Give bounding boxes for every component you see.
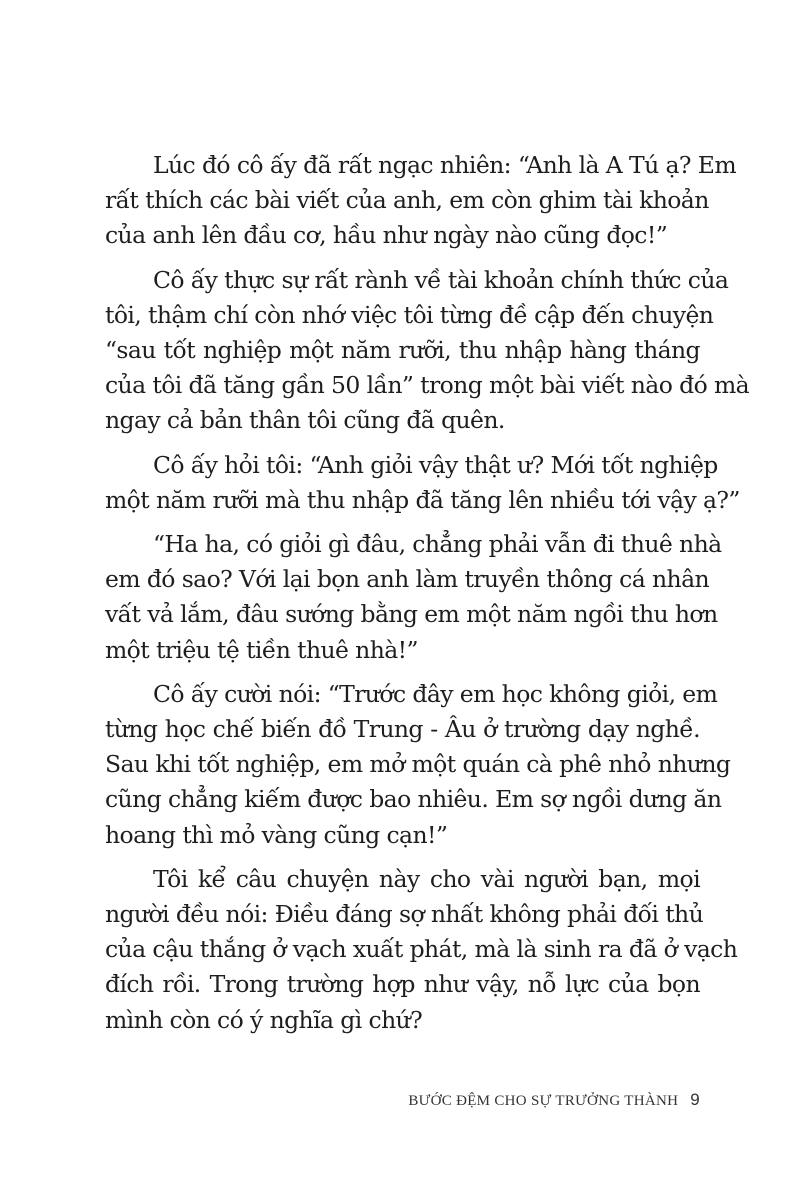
- text-line: Cô ấy thực sự rất rành về tài khoản chính thức của: [153, 265, 729, 294]
- text-line: hoang thì mỏ vàng cũng cạn!”: [105, 820, 448, 849]
- text-line: tôi, thậm chí còn nhớ việc tôi từng đề cập đến chuyện: [105, 300, 714, 329]
- text-line: một triệu tệ tiền thuê nhà!”: [105, 635, 418, 664]
- text-line: từng học chế biến đồ Trung - Âu ở trường dạy nghề.: [105, 715, 700, 744]
- text-line: “Ha ha, có giỏi gì đâu, chẳng phải vẫn đi thuê nhà: [153, 530, 722, 559]
- text-line: Sau khi tốt nghiệp, em mở một quán cà phê nhỏ nhưng: [105, 750, 731, 779]
- page-number: 9: [690, 1090, 700, 1109]
- text-line: vất vả lắm, đâu sướng bằng em một năm ngồi thu hơn: [105, 600, 718, 629]
- page-footer: [408, 1090, 700, 1110]
- text-line: người đều nói: Điều đáng sợ nhất không phải đối thủ: [105, 900, 704, 929]
- paragraph: [105, 148, 736, 254]
- running-title: BƯỚC ĐỆM CHO SỰ TRƯỞNG THÀNH: [408, 1093, 679, 1109]
- text-line: cũng chẳng kiếm được bao nhiêu. Em sợ ngồi dưng ăn: [105, 785, 722, 814]
- text-line: “sau tốt nghiệp một năm rưỡi, thu nhập hàng tháng: [105, 336, 700, 365]
- paragraph: [105, 263, 750, 439]
- paragraph: [105, 677, 731, 853]
- paragraph: [105, 448, 740, 518]
- paragraph: [105, 862, 738, 1038]
- text-line: Lúc đó cô ấy đã rất ngạc nhiên: “Anh là A Tú ạ? Em: [153, 151, 736, 179]
- text-line: ngay cả bản thân tôi cũng đã quên.: [105, 406, 505, 435]
- text-line: một năm rưỡi mà thu nhập đã tăng lên nhiều tới vậy ạ?”: [105, 485, 740, 514]
- text-line: của anh lên đầu cơ, hầu như ngày nào cũng đọc!”: [105, 221, 668, 250]
- text-line: đích rồi. Trong trường hợp như vậy, nỗ lực của bọn: [105, 970, 700, 999]
- text-line: em đó sao? Với lại bọn anh làm truyền thông cá nhân: [105, 565, 710, 594]
- text-line: của tôi đã tăng gần 50 lần” trong một bài viết nào đó mà: [105, 371, 750, 400]
- body-text: [105, 148, 750, 1047]
- text-line: của cậu thắng ở vạch xuất phát, mà là sinh ra đã ở vạch: [105, 935, 738, 964]
- text-line: mình còn có ý nghĩa gì chứ?: [105, 1005, 423, 1034]
- text-line: Cô ấy hỏi tôi: “Anh giỏi vậy thật ư? Mới tốt nghiệp: [153, 450, 718, 479]
- text-line: Tôi kể câu chuyện này cho vài người bạn, mọi: [153, 864, 700, 893]
- paragraph: [105, 527, 722, 668]
- text-line: rất thích các bài viết của anh, em còn ghim tài khoản: [105, 186, 709, 215]
- text-line: Cô ấy cười nói: “Trước đây em học không giỏi, em: [153, 679, 718, 708]
